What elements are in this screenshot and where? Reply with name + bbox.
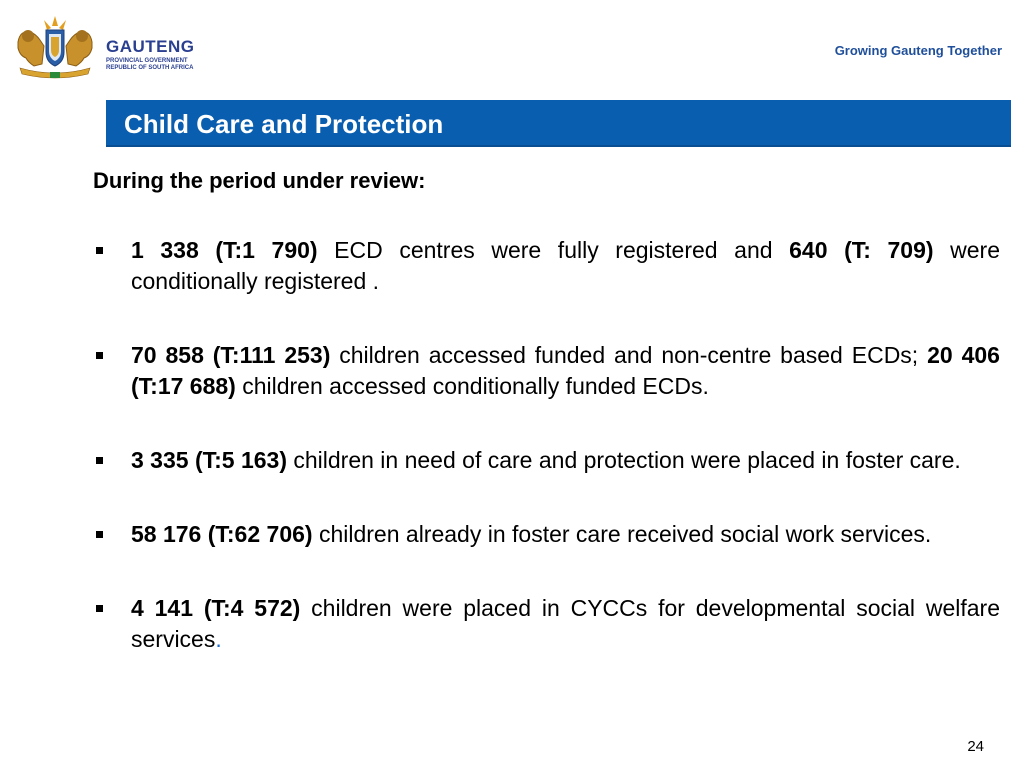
stat-value: 58 176 (T:62 706) [131,521,313,547]
list-item [90,340,1000,402]
stat-text: children accessed funded and non-centre based ECDs; [330,342,928,368]
stat-text: children already in foster care received social work services. [312,521,932,547]
tagline: Growing Gauteng Together [834,43,1002,58]
bullet-icon [96,247,103,254]
stat-value: 1 338 (T:1 790) [131,237,318,263]
slide-title: Child Care and Protection [124,109,444,139]
bullet-icon [96,352,103,359]
page-number: 24 [967,738,984,755]
gauteng-logo [10,12,200,80]
list-item [90,235,1000,297]
list-item [90,445,1000,476]
stat-text-end: . [215,626,222,652]
intro-heading: During the period under review: [93,168,426,193]
coat-of-arms-icon [10,12,100,80]
stat-text: were conditionally registered . [131,237,1001,294]
bullet-icon [96,531,103,538]
stat-text: children in need of care and protection were placed in foster care. [286,447,961,473]
stat-value: 4 141 (T:4 572) [131,595,301,621]
stat-text: children accessed conditionally funded ECDs. [235,373,709,399]
title-bar [106,100,1011,147]
stat-value: 70 858 (T:111 253) [131,342,331,368]
stat-text: ECD centres were fully registered and [317,237,790,263]
list-item [90,593,1000,655]
list-item [90,519,1000,550]
bullet-icon [96,457,103,464]
stat-value: 20 406 (T:17 688) [131,342,1000,399]
stat-value: 640 (T: 709) [789,237,934,263]
logo-subtitle: PROVINCIAL GOVERNMENT [106,58,188,64]
bullet-list [90,235,1000,698]
bullet-icon [96,605,103,612]
logo-name: GAUTENG [106,37,195,56]
stat-text: children were placed in CYCCs for developmental social welfare services [131,595,1000,652]
stat-value: 3 335 (T:5 163) [131,447,287,473]
logo-country: REPUBLIC OF SOUTH AFRICA [106,65,194,71]
